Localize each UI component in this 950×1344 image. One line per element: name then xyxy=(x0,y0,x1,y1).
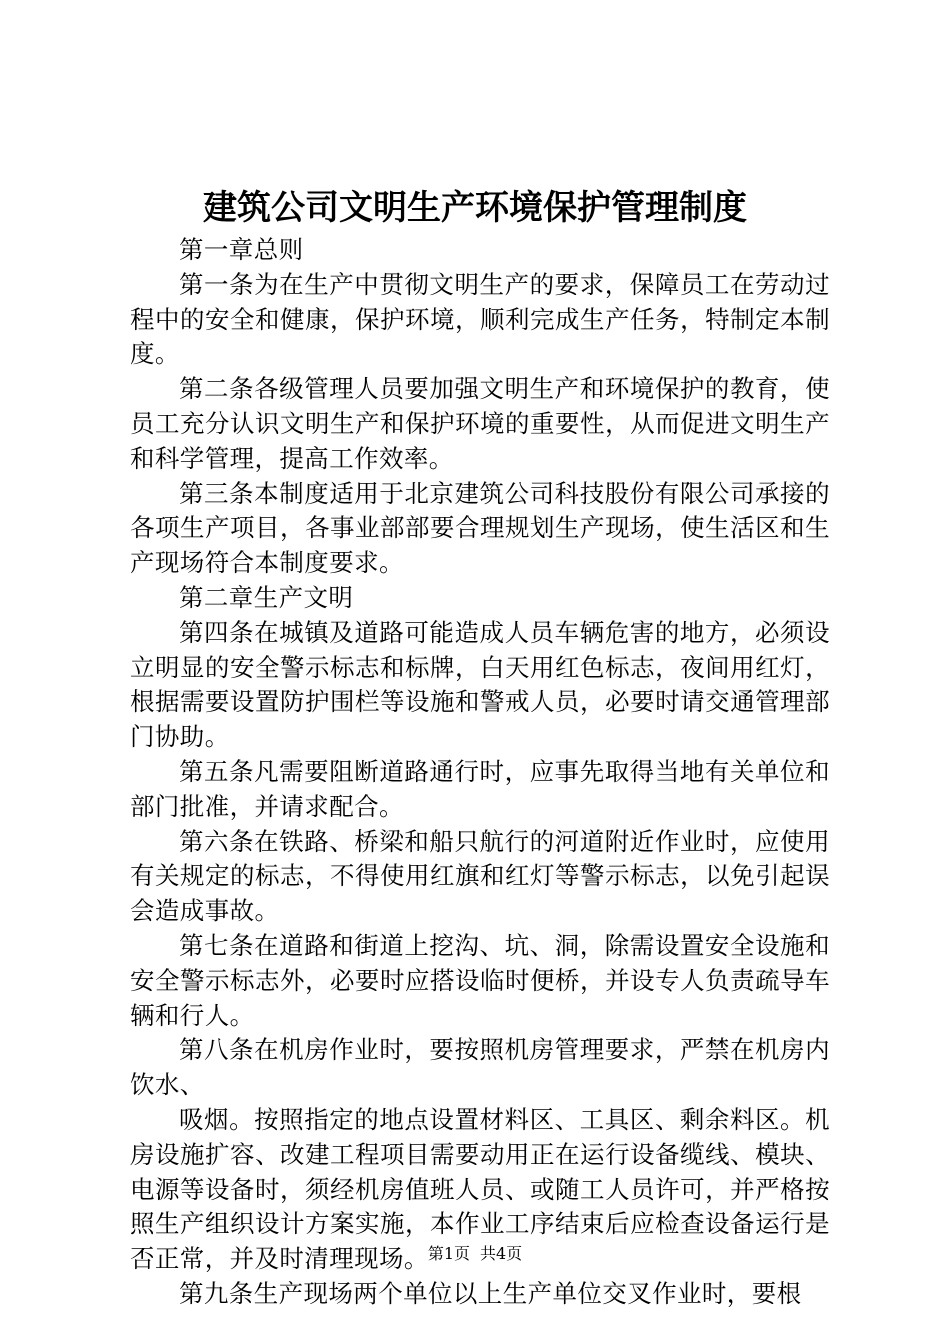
article-paragraph: 第八条在机房作业时，要按照机房管理要求，严禁在机房内饮水、 xyxy=(130,1035,830,1100)
article-paragraph: 第七条在道路和街道上挖沟、坑、洞，除需设置安全设施和安全警示标志外，必要时应搭设临时便桥，并设专人负责疏导车辆和行人。 xyxy=(130,930,830,1030)
article-paragraph: 第一条为在生产中贯彻文明生产的要求，保障员工在劳动过程中的安全和健康，保护环境，顺利完成生产任务，特制定本制度。 xyxy=(130,269,830,369)
article-paragraph: 第二条各级管理人员要加强文明生产和环境保护的教育，使员工充分认识文明生产和保护环境的重要性，从而促进文明生产和科学管理，提高工作效率。 xyxy=(130,374,830,473)
article-paragraph: 吸烟。按照指定的地点设置材料区、工具区、剩余料区。机房设施扩容、改建工程项目需要动用正在运行设备缆线、模块、电源等设备时，须经机房值班人员、或随工人员许可，并严格按照生产组织设计方案实施，本作业工序结束后应检查设备运行是否正常，并及时清理现场。 xyxy=(130,1104,830,1274)
page-number: 第1页 xyxy=(427,1244,470,1263)
document-title: 建筑公司文明生产环境保护管理制度 xyxy=(203,188,747,228)
article-paragraph: 第六条在铁路、桥梁和船只航行的河道附近作业时，应使用有关规定的标志，不得使用红旗和红灯等警示标志，以免引起误会造成事故。 xyxy=(130,826,830,926)
page-footer xyxy=(0,1243,950,1265)
chapter-heading: 第二章生产文明 xyxy=(179,582,354,612)
article-paragraph: 第四条在城镇及道路可能造成人员车辆危害的地方，必须设立明显的安全警示标志和标牌，白天用红色标志，夜间用红灯，根据需要设置防护围栏等设施和警戒人员，必要时请交通管理部门协助。 xyxy=(130,617,830,752)
chapter-heading: 第一章总则 xyxy=(179,235,304,264)
article-paragraph: 第五条凡需要阻断道路通行时，应事先取得当地有关单位和部门批准，并请求配合。 xyxy=(130,756,830,821)
document-body xyxy=(130,233,830,1312)
page-total: 共4页 xyxy=(480,1244,523,1263)
article-paragraph: 第三条本制度适用于北京建筑公司科技股份有限公司承接的各项生产项目，各事业部部要合理规划生产现场，使生活区和生产现场符合本制度要求。 xyxy=(130,478,830,578)
article-paragraph: 第九条生产现场两个单位以上生产单位交叉作业时，要根 xyxy=(179,1278,802,1308)
